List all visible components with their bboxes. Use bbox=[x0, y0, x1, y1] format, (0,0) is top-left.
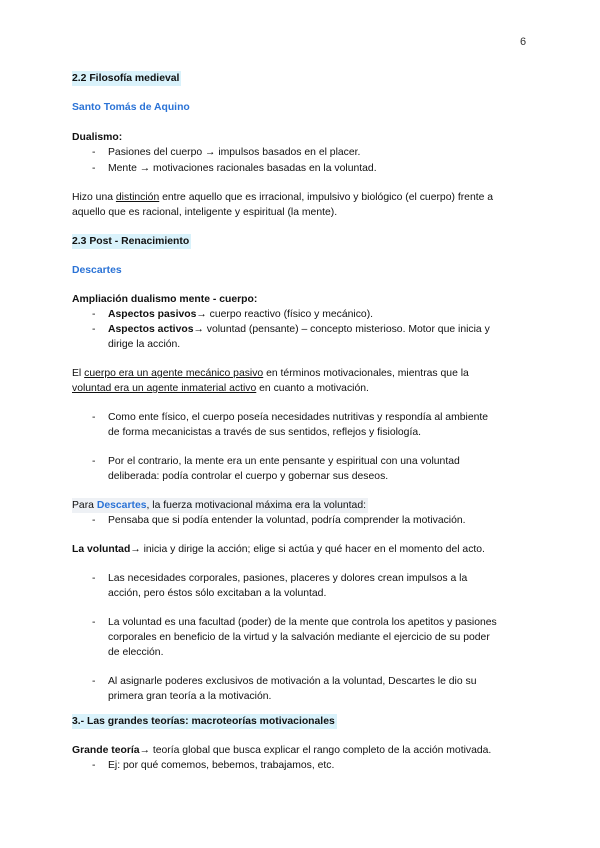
list-item: Aspectos pasivos→ cuerpo reactivo (físico y mecánico). bbox=[108, 309, 374, 320]
paragraph-distincion: Hizo una distinción entre aquello que es irracional, impulsivo y biológico (el cuerpo) frente a bbox=[72, 192, 494, 203]
dualismo-label: Dualismo: bbox=[72, 132, 123, 143]
paragraph-agente: El cuerpo era un agente mecánico pasivo en términos motivacionales, mientras que la bbox=[72, 368, 469, 379]
list-item: Pensaba que si podía entender la voluntad, podría comprender la motivación. bbox=[108, 515, 466, 526]
bullet-marker: - bbox=[92, 456, 96, 467]
section-heading-3: 3.- Las grandes teorías: macroteorías motivacionales bbox=[72, 716, 335, 727]
subheading-descartes: Descartes bbox=[72, 265, 122, 276]
ampliacion-label: Ampliación dualismo mente - cuerpo: bbox=[72, 294, 258, 305]
bullet-marker: - bbox=[92, 760, 96, 771]
bullet-marker: - bbox=[92, 676, 96, 687]
list-item: Aspectos activos→ voluntad (pensante) – concepto misterioso. Motor que inicia y bbox=[108, 324, 490, 335]
paragraph-line: voluntad era un agente inmaterial activo en cuanto a motivación. bbox=[72, 383, 369, 394]
list-item-continuation: acción, pero éstos sólo excitaban a la voluntad. bbox=[108, 588, 327, 599]
list-item: La voluntad es una facultad (poder) de la mente que controla los apetitos y pasiones bbox=[108, 617, 497, 628]
paragraph-grande-teoria: Grande teoría→ teoría global que busca explicar el rango completo de la acción motivada. bbox=[72, 745, 492, 756]
list-item: Pasiones del cuerpo → impulsos basados en el placer. bbox=[108, 147, 361, 158]
bullet-marker: - bbox=[92, 147, 96, 158]
bullet-marker: - bbox=[92, 163, 96, 174]
subheading-santo-tomas: Santo Tomás de Aquino bbox=[72, 102, 190, 113]
bullet-marker: - bbox=[92, 412, 96, 423]
bullet-marker: - bbox=[92, 573, 96, 584]
bullet-marker: - bbox=[92, 515, 96, 526]
list-item-continuation: deliberada: podía controlar el cuerpo y gobernar sus deseos. bbox=[108, 471, 389, 482]
list-item-continuation: primera gran teoría a la motivación. bbox=[108, 691, 272, 702]
list-item: Mente → motivaciones racionales basadas en la voluntad. bbox=[108, 163, 377, 174]
list-item-continuation: de elección. bbox=[108, 647, 164, 658]
list-item: Ej: por qué comemos, bebemos, trabajamos, etc. bbox=[108, 760, 335, 771]
paragraph-fuerza: Para Descartes, la fuerza motivacional máxima era la voluntad: bbox=[72, 500, 366, 511]
bullet-marker: - bbox=[92, 617, 96, 628]
distincion-link[interactable]: distinción bbox=[115, 192, 160, 203]
bullet-marker: - bbox=[92, 324, 96, 335]
paragraph-line: aquello que es racional, inteligente y espiritual (la mente). bbox=[72, 207, 338, 218]
bullet-marker: - bbox=[92, 309, 96, 320]
list-item: Las necesidades corporales, pasiones, placeres y dolores crean impulsos a la bbox=[108, 573, 468, 584]
section-heading-2-2: 2.2 Filosofía medieval bbox=[72, 73, 180, 84]
list-item-continuation: dirige la acción. bbox=[108, 339, 181, 350]
paragraph-voluntad: La voluntad→ inicia y dirige la acción; elige si actúa y qué hacer en el momento del acto. bbox=[72, 544, 485, 555]
list-item: Por el contrario, la mente era un ente pensante y espiritual con una voluntad bbox=[108, 456, 460, 467]
list-item: Como ente físico, el cuerpo poseía necesidades nutritivas y respondía al ambiente bbox=[108, 412, 489, 423]
list-item: Al asignarle poderes exclusivos de motivación a la voluntad, Descartes le dio su bbox=[108, 676, 477, 687]
list-item-continuation: corporales en beneficio de la virtud y la salvación mediante el ejercicio de su poder bbox=[108, 632, 490, 643]
list-item-continuation: de forma mecanicistas a través de sus sentidos, reflejos y fisiología. bbox=[108, 427, 422, 438]
section-heading-2-3: 2.3 Post - Renacimiento bbox=[72, 236, 190, 247]
page-number: 6 bbox=[520, 36, 527, 48]
